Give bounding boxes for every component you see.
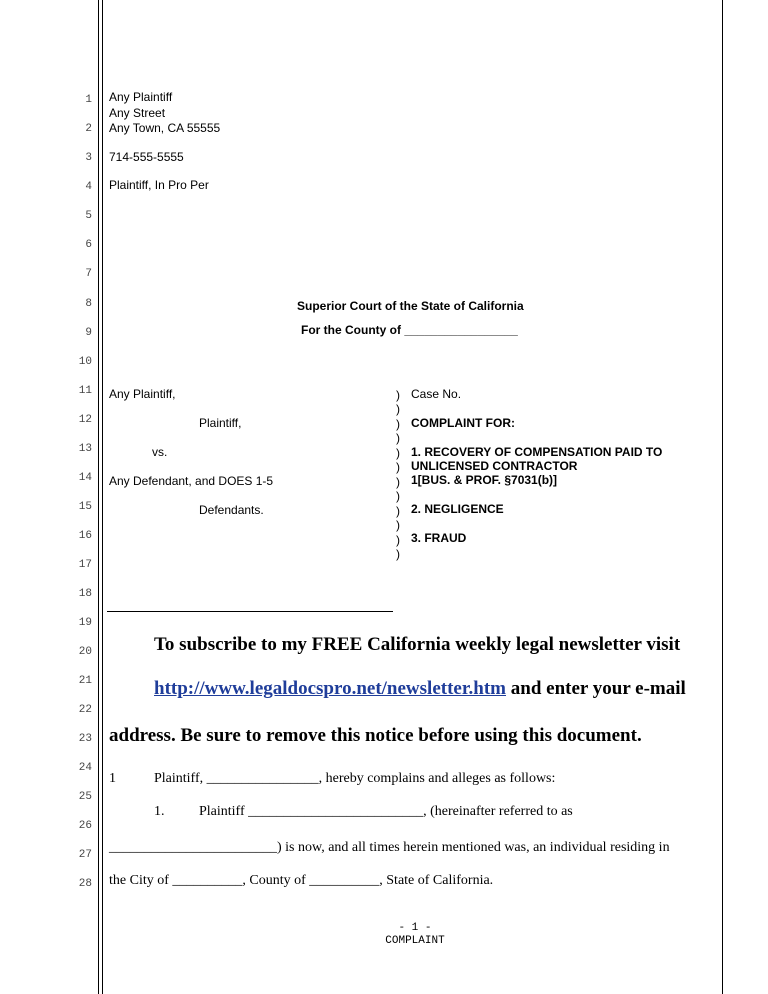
cause-1-line-1: 1. RECOVERY OF COMPENSATION PAID TO <box>411 445 663 459</box>
newsletter-link[interactable]: http://www.legaldocspro.net/newsletter.htm <box>154 678 507 699</box>
caption-divider <box>107 611 393 612</box>
footer-label: COMPLAINT <box>385 935 445 947</box>
caption-defendants-label: Defendants. <box>199 503 264 517</box>
court-title: Superior Court of the State of California <box>297 299 524 313</box>
line-number: 4 <box>85 181 92 193</box>
caption-defendant: Any Defendant, and DOES 1-5 <box>109 474 274 488</box>
paren: ) <box>396 475 400 489</box>
line-number: 10 <box>78 356 92 368</box>
notice-line-1: To subscribe to my FREE California weekly legal newsletter visit <box>154 634 681 655</box>
line-number: 13 <box>78 443 92 455</box>
header-city: Any Town, CA 55555 <box>109 121 221 135</box>
paren: ) <box>396 388 400 402</box>
paragraph-number: 1 <box>109 771 116 786</box>
notice-line-2 <box>154 678 686 700</box>
line-number: 28 <box>78 878 92 890</box>
notice-line-3: address. Be sure to remove this notice before using this document. <box>109 725 642 746</box>
line-number: 12 <box>78 414 92 426</box>
caption-plaintiff: Any Plaintiff, <box>109 387 176 401</box>
header-street: Any Street <box>109 106 166 120</box>
line-number: 24 <box>78 762 92 774</box>
cause-1-line-2: UNLICENSED CONTRACTOR <box>411 459 578 473</box>
line-number: 6 <box>85 239 92 251</box>
paren: ) <box>396 504 400 518</box>
body-line-28: the City of __________, County of __________, State of California. <box>109 873 494 888</box>
paren: ) <box>396 431 400 445</box>
line-number: 15 <box>78 501 92 513</box>
line-number: 14 <box>78 472 92 484</box>
notice-line-2-rest: and enter your e-mail <box>506 678 686 699</box>
paren: ) <box>396 489 400 503</box>
line-number: 21 <box>78 675 92 687</box>
line-number: 19 <box>78 617 92 629</box>
page-number: - 1 - <box>398 922 432 934</box>
paren: ) <box>396 446 400 460</box>
line-number: 1 <box>85 94 92 106</box>
line-number: 20 <box>78 646 92 658</box>
right-margin-rule <box>722 0 723 994</box>
line-number: 2 <box>85 123 92 135</box>
paren: ) <box>396 460 400 474</box>
complaint-for: COMPLAINT FOR: <box>411 416 515 430</box>
line-number: 23 <box>78 733 92 745</box>
paren: ) <box>396 533 400 547</box>
left-margin-rule <box>98 0 99 994</box>
court-county: For the County of _________________ <box>301 323 518 337</box>
line-number: 5 <box>85 210 92 222</box>
line-number: 22 <box>78 704 92 716</box>
paren: ) <box>396 518 400 532</box>
cause-2: 2. NEGLIGENCE <box>411 502 504 516</box>
paren: ) <box>396 417 400 431</box>
case-number: Case No. <box>411 387 462 401</box>
header-name: Any Plaintiff <box>109 90 173 104</box>
paren: ) <box>396 547 400 561</box>
cause-3: 3. FRAUD <box>411 531 467 545</box>
header-phone: 714-555-5555 <box>109 150 184 164</box>
left-margin-rule-inner <box>102 0 103 994</box>
line-number: 26 <box>78 820 92 832</box>
body-line-27: ________________________) is now, and all times herein mentioned was, an individual residing in <box>109 840 670 855</box>
line-number: 27 <box>78 849 92 861</box>
line-number: 8 <box>85 298 92 310</box>
paren: ) <box>396 402 400 416</box>
line-number: 3 <box>85 152 92 164</box>
cause-1-line-3: 1[BUS. & PROF. §7031(b)] <box>411 473 558 487</box>
caption-vs: vs. <box>152 445 168 459</box>
line-number: 25 <box>78 791 92 803</box>
line-number: 17 <box>78 559 92 571</box>
line-number: 11 <box>78 385 92 397</box>
line-number: 7 <box>85 268 92 280</box>
line-number: 9 <box>85 327 92 339</box>
item-text: Plaintiff _________________________, (hereinafter referred to as <box>199 804 573 819</box>
line-number: 16 <box>78 530 92 542</box>
body-intro: Plaintiff, ________________, hereby complains and alleges as follows: <box>154 771 556 786</box>
caption-plaintiff-label: Plaintiff, <box>199 416 242 430</box>
header-role: Plaintiff, In Pro Per <box>109 178 209 192</box>
line-number: 18 <box>78 588 92 600</box>
item-number: 1. <box>154 804 165 819</box>
